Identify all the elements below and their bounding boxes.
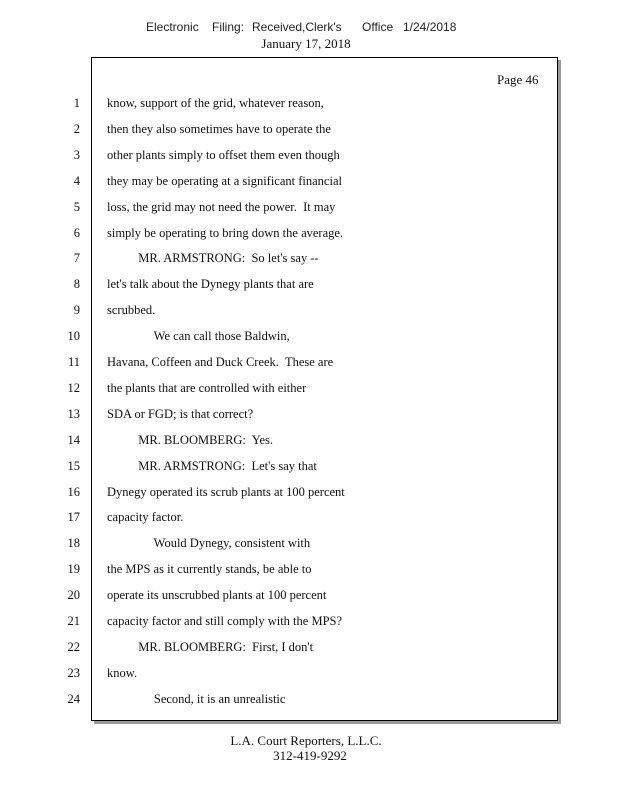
transcript-line: other plants simply to offset them even though: [107, 148, 340, 162]
line-number: 21: [67, 614, 80, 628]
line-number: 20: [67, 588, 80, 602]
stamp-word-office: Office: [362, 20, 394, 34]
line-number: 11: [67, 355, 80, 369]
transcript-line: MR. BLOOMBERG: Yes.: [107, 433, 274, 447]
transcript-line: capacity factor and still comply with the MPS?: [107, 614, 343, 628]
stamp-word-filing: Filing:: [212, 20, 245, 34]
transcript-line: loss, the grid may not need the power. It may: [107, 200, 336, 214]
line-number: 15: [67, 459, 80, 473]
stamp-word-electronic: Electronic: [146, 20, 199, 34]
transcript-line: SDA or FGD; is that correct?: [107, 407, 254, 421]
line-number: 22: [67, 640, 80, 654]
transcript-line: scrubbed.: [107, 303, 156, 317]
line-number: 6: [73, 226, 80, 240]
transcript-line: they may be operating at a significant financial: [107, 174, 342, 188]
line-number: 7: [73, 251, 80, 265]
transcript-line: Havana, Coffeen and Duck Creek. These are: [107, 355, 334, 369]
transcript-line: operate its unscrubbed plants at 100 percent: [107, 588, 327, 602]
transcript-line: We can call those Baldwin,: [107, 329, 290, 343]
transcript-line: know, support of the grid, whatever reason,: [107, 96, 324, 110]
line-number: 17: [67, 510, 80, 524]
line-number: 18: [67, 536, 80, 550]
transcript-date: January 17, 2018: [261, 36, 351, 51]
transcript-line: the MPS as it currently stands, be able to: [107, 562, 312, 576]
line-number: 13: [67, 407, 80, 421]
transcript-line: simply be operating to bring down the average.: [107, 226, 344, 240]
transcript-line: know.: [107, 666, 138, 680]
transcript-line: Dynegy operated its scrub plants at 100 percent: [107, 485, 345, 499]
stamp-word-received-clerks: Received,Clerk's: [252, 20, 342, 34]
footer-company: L.A. Court Reporters, L.L.C.: [230, 733, 382, 748]
line-number: 4: [73, 174, 80, 188]
transcript-line: let's talk about the Dynegy plants that are: [107, 277, 314, 291]
footer-phone: 312-419-9292: [273, 748, 347, 763]
line-number: 8: [73, 277, 80, 291]
line-number: 23: [67, 666, 80, 680]
transcript-line: the plants that are controlled with either: [107, 381, 307, 395]
transcript-line: MR. ARMSTRONG: Let's say that: [107, 459, 317, 473]
transcript-line: then they also sometimes have to operate the: [107, 122, 331, 136]
line-number: 12: [67, 381, 80, 395]
transcript-line: capacity factor.: [107, 510, 184, 524]
line-number: 16: [67, 485, 80, 499]
line-number: 14: [67, 433, 80, 447]
line-number: 1: [73, 96, 80, 110]
line-number: 3: [73, 148, 80, 162]
line-number: 9: [73, 303, 80, 317]
transcript-line: Would Dynegy, consistent with: [107, 536, 311, 550]
transcript-line: MR. ARMSTRONG: So let's say --: [107, 251, 319, 265]
line-number: 19: [67, 562, 80, 576]
line-number: 2: [73, 122, 80, 136]
transcript-line: MR. BLOOMBERG: First, I don't: [107, 640, 314, 654]
line-number: 10: [67, 329, 80, 343]
line-number: 24: [67, 692, 80, 706]
stamp-word-date: 1/24/2018: [403, 20, 457, 34]
transcript-line: Second, it is an unrealistic: [107, 692, 286, 706]
page-number: Page 46: [497, 72, 539, 87]
line-number: 5: [73, 200, 80, 214]
